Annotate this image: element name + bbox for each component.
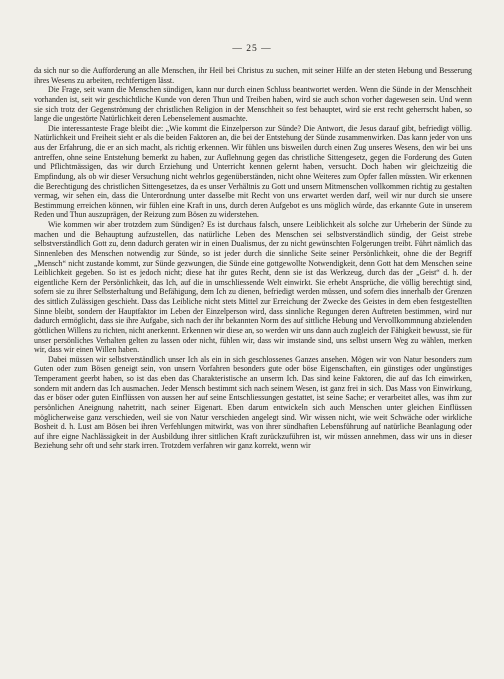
body-text — [34, 66, 472, 451]
paragraph: Die Frage, seit wann die Menschen sündigen, kann nur durch einen Schluss beantwortet werden. Wenn die Sünde in der Menschheit vorhanden ist, seit wir geschichtliche Kunde von deren Thun und Treiben haben, wird sie auch schon vorher dagewesen sein. Und wenn sie sich trotz der Gegenströmung der christlichen Religion in der Menschheit so fest behauptet, wird sie erst recht geherrscht haben, so lange die ungestörte Natürlichkeit deren Lebenselement ausmachte. — [34, 85, 472, 124]
paragraph: Wie kommen wir aber trotzdem zum Sündigen? Es ist durchaus falsch, unsere Leiblichkeit als solche zur Urheberin der Sünde zu machen und die Behauptung aufzustellen, das natürliche Leben des Menschen sei selbstverständlich sündig, der Geist strebe selbstverständlich Gott zu, denn dadurch geraten wir in einen Dualismus, der zu nicht gewünschten Folgerungen treibt. Führt nämlich das Sinnenleben des Menschen notwendig zur Sünde, so ist jeder durch die sinnliche Seite seiner Persönlichkeit, ohne die der Begriff „Mensch“ nicht zustande kommt, zur Sünde gezwungen, die Sünde eine gottgewollte Notwendigkeit, denn Gott hat dem Menschen seine Leiblichkeit gegeben. So ist es jedoch nicht; diese hat ihr gutes Recht, denn sie ist das Werkzeug, durch das der „Geist“ d. h. der eigentliche Kern der Persönlichkeit, das Ich, auf die in umschliessende Welt einwirkt. Sie erhebt Ansprüche, die völlig berechtigt sind, sofern sie zu ihrer Selbsterhaltung und Befähigung, dem Ich zu dienen, befriedigt werden müssen, und sofern dies innerhalb der Grenzen des sittlich Zulässigen geschieht. Dass das Leibliche nicht stets Mittel zur Erreichung der Zwecke des Geistes in dem eben festgestellten Sinne bleibt, sondern der Hauptfaktor im Leben der Einzelperson wird, dass sinnliche Regungen deren Auftreten bestimmen, wird nur dadurch ermöglicht, dass sie ihre Aufgabe, sich nach der ihr bekannten Norm des auf sittliche Hebung und Vervollkommnung abzielenden göttlichen Willens zu richten, nicht anerkennt. Erkennen wir diese an, so werden wir uns dann auch zugleich der Fähigkeit bewusst, sie für unser persönliches Verhalten gelten zu lassen oder nicht, fühlen wir, dass wir imstande sind, uns selbst unsern Weg zu wählen, merken wir, dass wir einen Willen haben. — [34, 220, 472, 355]
paragraph: da sich nur so die Aufforderung an alle Menschen, ihr Heil bei Christus zu suchen, mit seiner Hilfe an der steten Hebung und Besserung ihres Wesens zu arbeiten, rechtfertigen lässt. — [34, 66, 472, 85]
paragraph: Die interessanteste Frage bleibt die: „Wie kommt die Einzelperson zur Sünde? Die Antwort, die Jesus darauf gibt, befriedigt völlig. Natürlichkeit und Freiheit sieht er als die beiden Faktoren an, die bei der Entstehung der Sünde zusammenwirken. Das kann jeder von uns aus der Erfahrung, die er an sich macht, als richtig erkennen. Wir fühlen uns bisweilen durch einen Zug unseres Wesens, den wir bei uns antreffen, ohne seine Entstehung bemerkt zu haben, zur Auflehnung gegen das christliche Sittengesetz, gegen die Forderung des Guten und Pflichtmässigen, das wir durch Erziehung und Unterricht kennen gelernt haben, versucht. Doch haben wir gleichzeitig die Empfindung, als ob wir dieser Versuchung nicht wehrlos gegenüberständen, nicht ohne Weiteres zum Opfer fallen müssten. Wir erkennen die Berechtigung des christlichen Sittengesetzes, da es unser Verhältnis zu Gott und unsern Mitmenschen vollkommen richtig zu gestalten vermag, wir sehen ein, dass die Unterordnung unter dasselbe mit Recht von uns erwartet werden darf, weil wir nur durch sie unsere Bestimmung erreichen können, wir fühlen eine Kraft in uns, durch deren Aufgebot es uns möglich würde, das erkannte Gute in unserem Reden und Thun auszuprägen, der Reizung zum Bösen zu widerstehen. — [34, 123, 472, 220]
page-number: — 25 — — [232, 44, 272, 54]
paragraph: Dabei müssen wir selbstverständlich unser Ich als ein in sich geschlossenes Ganzes ansehen. Mögen wir von Natur besonders zum Guten oder zum Bösen geneigt sein, von unsern Vorfahren besonders gute oder böse Eigenschaften, ein günstiges oder ungünstiges Temperament geerbt haben, so ist das eben das Charakteristische an unserm Ich. Das sind keine Faktoren, die auf das Ich einwirken, sondern mit andern das Ich ausmachen. Jeder Mensch bestimmt sich nach seinem Wesen, ist ganz frei in sich. Das Mass von Einwirkung, das er böser oder guten Einflüssen von aussen her auf seine Entschliessungen gestattet, ist seine Sache; er verarbeitet alles, was ihm zur persönlichen Aneignung nahetritt, nach seiner Eigenart. Eben darum entwickeln sich auch Menschen unter gleichen Einflüssen möglicherweise ganz verschieden, weil sie von Natur verschieden angelegt sind. Wir wissen nicht, wie weit Schwäche oder wirkliche Bosheit d. h. Lust am Bösen bei ihren Verfehlungen mitwirkt, was von ihrer sündhaften Lebensführung auf natürliche Beanlagung oder auf ihre eigne Nachlässigkeit in der Ausbildung ihrer sittlichen Kraft zurückzuführen ist, wir müssen annehmen, dass wir uns in dieser Beziehung sehr oft und sehr stark irren. Trotzdem verfahren wir ganz korrekt, wenn wir — [34, 354, 472, 451]
